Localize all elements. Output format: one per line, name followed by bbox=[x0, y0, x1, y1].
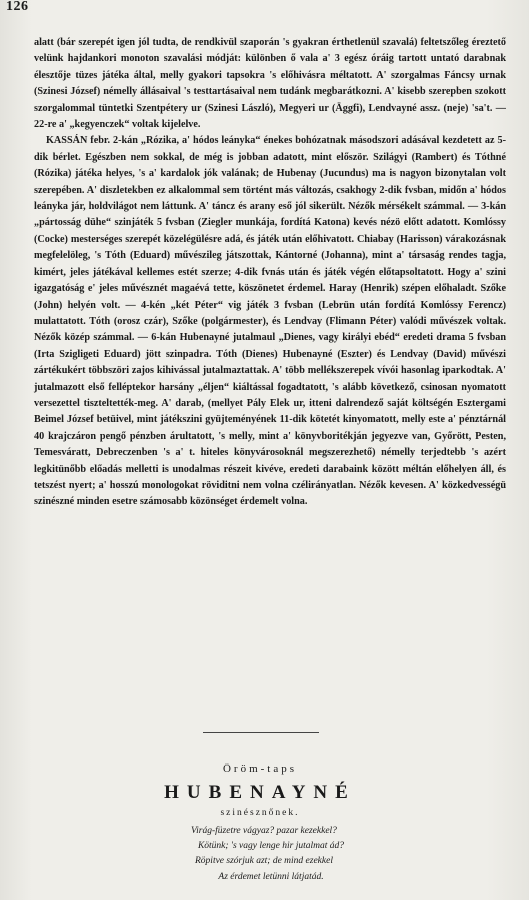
poem-subtitle: szinésznőnek. bbox=[220, 808, 300, 818]
poem-line: Kötünk; 's vagy lenge hir jutalmat ád? bbox=[197, 841, 345, 852]
poem-block bbox=[60, 760, 460, 885]
paragraph-2: KASSÁN febr. 2-kán „Rózika, a' hódos leányka“ énekes bohózatnak másodszori adásával kezdetett az 5-dik bérlet. Egészben nem sokkal, de még is jobban adatott, mint először. Szilágyi (Rambert) és Tóthné (Rózika) játéka helyes, 's a' kardalok jók valának; de Hubenay (Jucundus) ma is nagyon bizonytalan volt szerepében. A' diszletekben ez alkalommal sem történt más változás, csakhogy 2-dik fvsban, midőn a' hódos leányka jár, holdvilágot nem láttunk. A' táncz és arany eső jól sikerült. Nézők mérsékelt számmal. — 3-kán „pártosság dühe“ szinjáték 5 fvsban (Ziegler munkája, fordítá Katona) kevés nézö előtt adatott. Komlóssy (Cocke) mesterséges szerepét közelégülésre adá, és játék után előhivatott. Chiabay (Harisson) várakozásnak megfelelöleg, 's Tóth (Eduard) művészileg játszottak, Kántorné (Johanna), mint a' társaság rendes tagja, kimért, jeles játékával kellemes estét szerze; 4-dik fvnás után és játék végén előtapsoltatott. Hogy a' szini igazgatóság e' jeles művésznét magaévá tette, köszönetet érdemel. Haray (Henrik) szépen előhaladt. Szőke (John) helyén volt. — 4-kén „két Péter“ vig játék 3 fvsban (Lebrün után fordítá Komlóssy Ferencz) mulattatott. Tóth (orosz czár), Szőke (polgármester), és Lendvay (Flimann Péter) valódi művészek voltak. Nézők közép számmal. — 6-kán Hubenayné jutalmaul „Dienes, vagy királyi ebéd“ eredeti drama 5 fvsban (Irta Szigligeti Eduard) jött szinpadra. Tóth (Dienes) Hubenayné (Eszter) és Lendvay (David) művészi zártékukért többszöri zajos kihivással jutalmaztattak. A' több mellékszerepek vívói hasonlag iparkodtak. A' jutalmazott első felléptekor harsány „éljen“ kiáltással fogadtatott, 's alább következő, csinosan nyomatott versezettel tiszteltették-meg. A' darab, (mellyet Pály Elek ur, itteni dalrendező saját költségén Esztergami Beimel József betüivel, mint játékszini gyüjteményének 11-dik kötetét kinyomatott, melly este a' pénztárnál 40 krajczáron pengő pénzben árultatott, 's melly, mint a' könyvboritékján jegyezve van, Győrött, Pesten, Temesváratt, Debreczenben 's a' t. hiteles könyvárosoknál megszerezhető) némelly terjedtebb 's azért legkitünőbb előadás melletti is unodalmas részeit kivéve, eredeti darabaink között méltán előhelyen áll, és tetszést nyert; a' hosszú monologokat röviditni nem volna czélirányatlan. Nézők kevesen. A' közkedvességü szinészné minden esetre számosabb közönséget érdemelt volna. bbox=[34, 135, 506, 508]
poem-heading: Öröm-taps bbox=[222, 763, 298, 775]
poem-line: Virág-füzetre vágyaz? pazar kezekkel? bbox=[191, 826, 337, 836]
article-body bbox=[34, 35, 506, 511]
poem-name: HUBENAYNÉ bbox=[164, 782, 356, 803]
page-number: 126 bbox=[6, 0, 29, 14]
paragraph-1: alatt (bár szerepét igen jól tudta, de rendkivül szaporán 's gyakran érthetlenül szavalá) feltetszőleg éreztető velünk hajdankori monoton szavalási módját: különben ő vala a' 3 egész óráig tartott untató darabnak élesztője tüzes játéka által, melly gyakori tapsokra 's előhivásra méltatott. A' szorgalmas Fáncsy urnak (Szinesi József) némelly állásaival 's testtartásaival nem tudánk megbarátkozni. A' kisebb szerepben szokott szorgalommal tüntetki Szentpétery ur (Szinesi László), Megyeri ur (Äggfi), Lendvayné assz. (neje) 'sa't. — 22-re a' „kegyenczek“ voltak kijelelve. bbox=[34, 37, 506, 131]
poem-line: Röpitve szórjuk azt; de mind ezekkel bbox=[195, 856, 333, 867]
section-divider bbox=[203, 732, 319, 733]
poem-line: Az érdemet letünni látjatád. bbox=[218, 871, 324, 882]
